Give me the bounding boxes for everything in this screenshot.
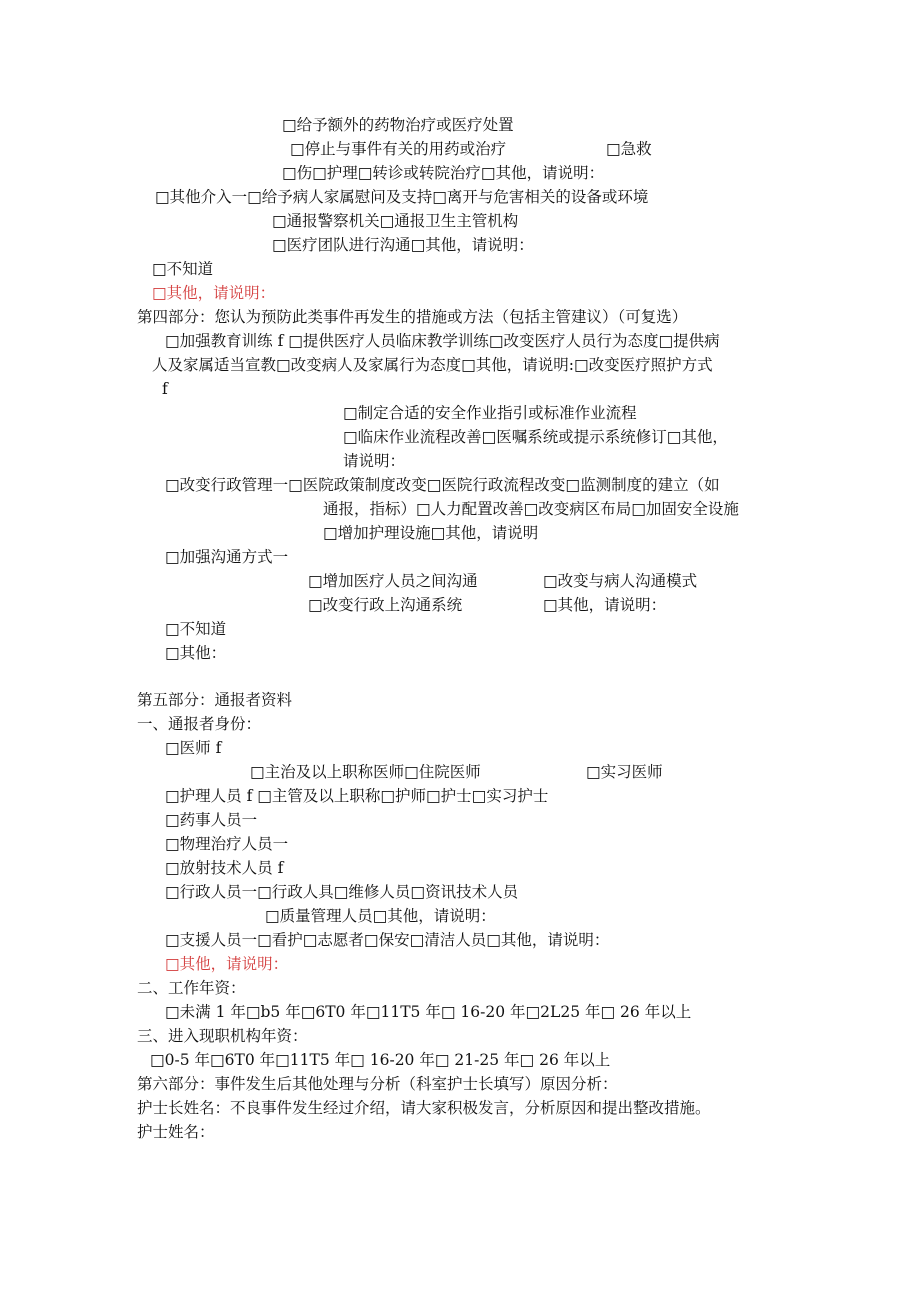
option-nursing-staff: □护理人员 f □主管及以上职称□护师□护士□实习护士 [165,787,549,805]
section-six-heading: 第六部分：事件发生后其他处理与分析（科室护士长填写）原因分析： [137,1075,618,1093]
option-communication: □加强沟通方式一 [165,548,289,566]
option-radiology-tech: □放射技术人员 f [165,859,284,877]
option-pharmacy-staff: □药事人员一 [165,811,258,829]
option-admin-change: □改变行政管理一□医院政策制度改变□医院行政流程改变□监测制度的建立（如 [165,476,720,494]
option-other-red: □其他，请说明： [152,284,276,302]
option-unknown-2: □不知道 [165,620,227,638]
section-four-heading: 第四部分：您认为预防此类事件再发生的措施或方法（包括主管建议）（可复选） [137,308,688,326]
head-nurse-name-line: 护士长姓名：不良事件发生经过介绍，请大家积极发言，分析原因和提出整改措施。 [137,1099,711,1117]
option-admin-change-cont: 通报，指标）□人力配置改善□改变病区布局□加固安全设施 [323,500,739,518]
section-five-heading: 第五部分：通报者资料 [137,691,293,709]
nurse-name-line: 护士姓名： [137,1123,215,1141]
option-extra-medication: □给予额外的药物治疗或医疗处置 [282,116,514,134]
work-years-heading: 二、工作年资： [137,979,246,997]
option-communication-other: □其他，请说明： [543,596,667,614]
option-other-2: □其他： [165,644,227,662]
option-physical-therapy: □物理治疗人员一 [165,835,289,853]
option-safety-guidelines: □制定合适的安全作业指引或标准作业流程 [343,404,637,422]
option-team-communication: □医疗团队进行沟通□其他，请说明： [272,236,534,254]
section-four-line-3: f [162,380,168,398]
reporter-identity-heading: 一、通报者身份： [137,715,262,733]
option-first-aid: □急救 [606,140,652,158]
option-unknown: □不知道 [152,260,214,278]
option-admin-communication: □改变行政上沟通系统 [308,596,463,614]
current-org-years-options: □0-5 年□6T0 年□11T5 年□ 16-20 年□ 21-25 年□ 26 年以上 [150,1051,611,1069]
option-physician: □医师 f [165,739,222,757]
option-stop-treatment: □停止与事件有关的用药或治疗 [290,140,507,158]
option-admin-staff: □行政人员一□行政人具□维修人员□资讯技术人员 [165,883,519,901]
option-notify-police: □通报警察机关□通报卫生主管机构 [272,212,519,230]
current-org-years-heading: 三、进入现职机构年资： [137,1027,308,1045]
option-patient-communication: □改变与病人沟通模式 [543,572,698,590]
option-quality-management: □质量管理人员□其他，请说明： [265,907,496,925]
work-years-options: □未满 1 年□b5 年□6T0 年□11T5 年□ 16-20 年□2L25 年□ 26 年以上 [165,1003,692,1021]
option-nursing-facilities: □增加护理设施□其他，请说明 [323,524,539,542]
option-clinical-process-note: 请说明： [343,452,406,470]
section-four-line-1: □加强教育训练 f □提供医疗人员临床教学训练□改变医疗人员行为态度□提供病 [165,332,720,350]
option-physician-levels: □主治及以上职称医师□住院医师 [250,763,481,781]
option-other-intervention: □其他介入一□给予病人家属慰问及支持□离开与危害相关的设备或环境 [155,188,649,206]
option-other-red-2: □其他，请说明： [165,955,289,973]
option-support-staff: □支援人员一□看护□志愿者□保安□清洁人员□其他，请说明： [165,931,610,949]
option-injury-care-transfer: □伤□护理□转诊或转院治疗□其他，请说明： [282,164,605,182]
section-four-line-2: 人及家属适当宣教□改变病人及家属行为态度□其他，请说明:□改变医疗照护方式 [152,356,713,374]
option-staff-communication: □增加医疗人员之间沟通 [308,572,478,590]
option-clinical-process: □临床作业流程改善□医嘱系统或提示系统修订□其他， [343,428,728,446]
option-intern-physician: □实习医师 [586,763,663,781]
